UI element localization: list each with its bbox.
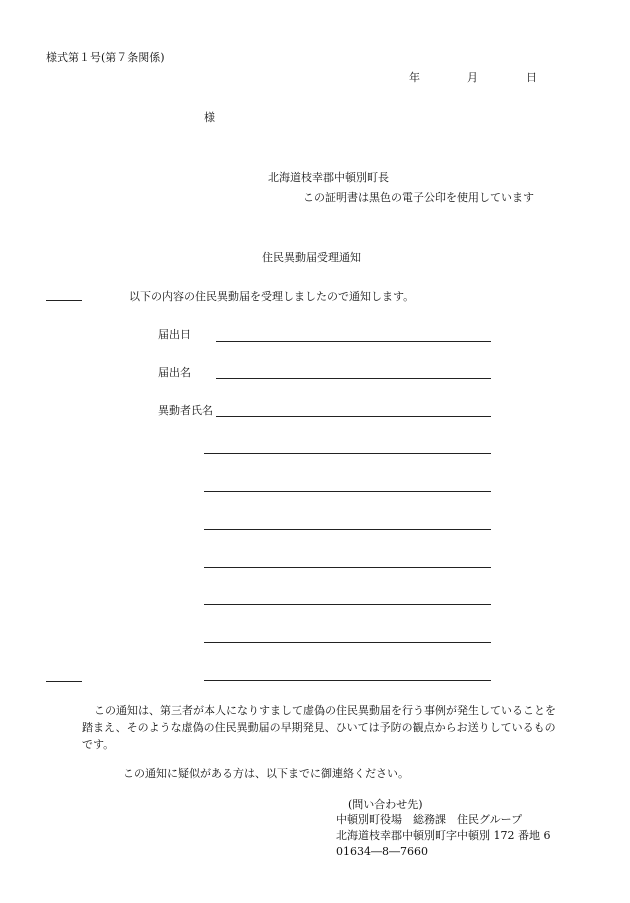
notice-line-3: です。 [82, 738, 115, 751]
recipient-suffix: 様 [204, 111, 215, 124]
document-heading: 住民異動届受理通知 [262, 251, 361, 264]
entry-line [204, 680, 491, 681]
notice-line-1: この通知は、第三者が本人になりすまして虚偽の住民異動届を行う事例が発生していることを [94, 704, 556, 717]
contact-request: この通知に疑似がある方は、以下までに御連絡ください。 [123, 767, 409, 780]
date-month-label: 月 [467, 71, 478, 84]
inquiry-office: 中頓別町役場 総務課 住民グループ [336, 813, 523, 826]
inquiry-address: 北海道枝幸郡中頓別町字中頓別 172 番地 6 [336, 829, 551, 842]
date-year-label: 年 [409, 71, 420, 84]
entry-line [204, 642, 491, 643]
filer-name-line [216, 378, 491, 379]
entry-line [204, 453, 491, 454]
moved-person-line [216, 416, 491, 417]
inquiry-heading: (問い合わせ先) [348, 798, 423, 811]
left-margin-mark-top [46, 300, 82, 301]
filing-date-line [216, 341, 491, 342]
left-margin-mark-bottom [46, 681, 82, 682]
entry-line [204, 529, 491, 530]
entry-line [204, 604, 491, 605]
moved-person-label: 異動者氏名 [158, 404, 213, 417]
inquiry-phone: 01634―8―7660 [336, 845, 428, 858]
form-number: 様式第１号(第７条関係) [46, 51, 165, 64]
intro-text: 以下の内容の住民異動届を受理しましたので通知します。 [129, 290, 415, 303]
issuer-title: 北海道枝幸郡中頓別町長 [268, 171, 389, 184]
filing-date-label: 届出日 [158, 328, 191, 341]
entry-line [204, 491, 491, 492]
seal-note: この証明書は黒色の電子公印を使用しています [303, 191, 534, 204]
notice-line-2: 踏まえ、そのような虚偽の住民異動届の早期発見、ひいては予防の観点からお送りしているもの [82, 721, 556, 734]
entry-line [204, 567, 491, 568]
date-day-label: 日 [526, 71, 537, 84]
filer-name-label: 届出名 [158, 366, 191, 379]
